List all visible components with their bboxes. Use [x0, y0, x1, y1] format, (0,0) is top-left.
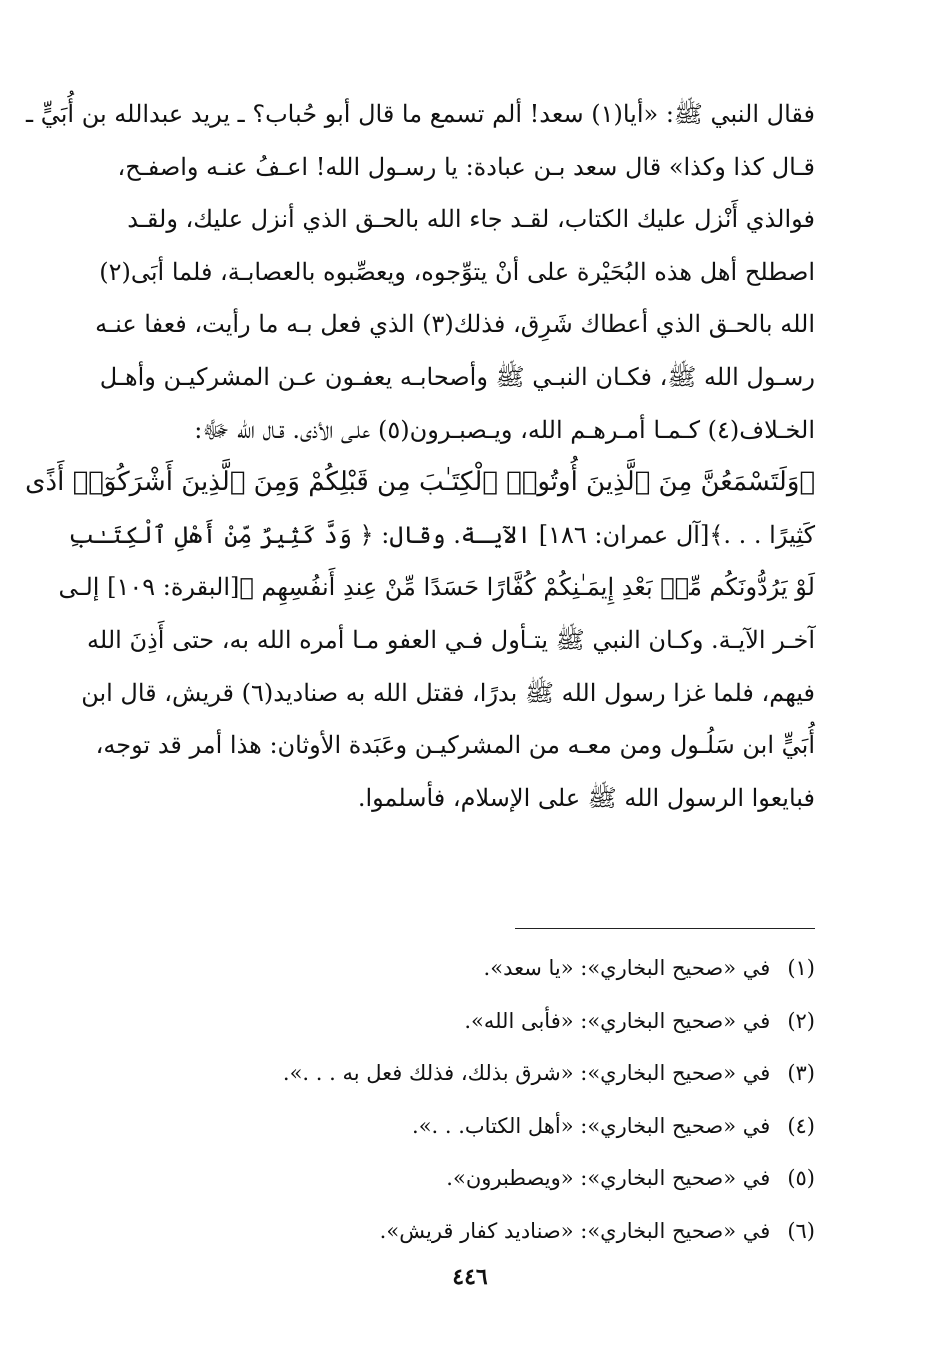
main-text	[25, 88, 815, 824]
footnote-text: في «صحيح البخاري»: «أهل الكتاب. . .».	[412, 1113, 771, 1138]
text-line-3: فوالذي أَنْزل عليك الكتاب، لقـد جاء الله بالحـق الذي أنزل عليك، ولقـد	[127, 205, 815, 234]
page-number: ٤٤٦	[452, 1264, 488, 1290]
footnote-text: في «صحيح البخاري»: «يا سعد».	[483, 956, 771, 980]
footnote-text: في «صحيح البخاري»: «ويصطبرون».	[446, 1166, 771, 1190]
text-line-6: رسـول الله ﷺ، فكـان النبـي ﷺ وأصحابـه يعفـون عـن المشركيـن وأهـل	[99, 362, 815, 391]
footnote-separator	[515, 928, 815, 929]
footnotes-list	[215, 942, 815, 1257]
text-line-5: الله بالحـق الذي أعطاك شَرِق، فذلك(٣) الذي فعل بـه ما رأيت، فعفا عنـه	[95, 310, 815, 339]
text-line-13: أُبَيٍّ ابن سَلُـول ومن معـه من المشركيـن وعَبَدة الأوثان: هذا أمر قد توجه،	[95, 731, 815, 760]
text-line-7: الخـلاف(٤) كـمـا أمـرهـم الله، ويـصبـرون(٥) علـى الأذى. قـال الله ﷻ:	[194, 415, 815, 444]
footnote-text: في «صحيح البخاري»: «شرق بذلك، فذلك فعل به . . .».	[282, 1061, 771, 1085]
text-line-11: آخـر الآيـة. وكـان النبي ﷺ يتـأول فـي العفو مـا أمره الله به، حتى أَذِنَ الله	[87, 625, 815, 654]
footnote-4	[215, 1100, 815, 1153]
text-line-4: اصطلح أهل هذه البُحَيْرة على أنْ يتوِّجوه، ويعصِّبوه بالعصابـة، فلما أبَى(٢)	[99, 257, 815, 286]
footnote-number: (١)	[787, 956, 815, 980]
footnote-3	[215, 1047, 815, 1100]
footnote-number: (٦)	[787, 1218, 815, 1243]
page-body	[25, 88, 815, 824]
footnote-2	[215, 995, 815, 1048]
footnote-6	[215, 1205, 815, 1258]
text-line-14: فبايعوا الرسول الله ﷺ على الإسلام، فأسلموا.	[357, 783, 815, 812]
text-line-1: فقال النبي ﷺ: «أيا(١) سعد! ألم تسمع ما قال أبو حُباب؟ ـ يريد عبدالله بن أُبَيٍّ ـ	[26, 100, 815, 128]
footnote-number: (٢)	[787, 1008, 815, 1033]
footnote-text: في «صحيح البخاري»: «صناديد كفار قريش».	[379, 1218, 771, 1243]
footnote-number: (٤)	[787, 1113, 815, 1138]
footnote-text: في «صحيح البخاري»: «فأبى الله».	[464, 1008, 771, 1033]
quran-line-1: ﴿وَلَتَسْمَعُنَّ مِنَ ٱلَّذِينَ أُوتُوا۟ ٱلْكِتَـٰبَ مِن قَبْلِكُمْ وَمِنَ ٱلَّذِينَ أَشْرَكُوٓا۟ أَذًى	[25, 467, 815, 498]
footnote-5	[215, 1152, 815, 1205]
text-line-9: كَثِيرًا . . .﴾[آل عمران: ١٨٦] الآيـة. وقال: ﴿ وَدَّ كَثِيرٌ مِّنْ أَهْلِ ٱلْكِتَـٰبِ	[68, 520, 815, 549]
text-line-2: قـال كذا وكذا» قال سعد بـن عبادة: يا رسـول الله! اعـفُ عنـه واصفـح،	[117, 152, 815, 181]
footnote-number: (٣)	[787, 1061, 815, 1085]
footnote-1	[215, 942, 815, 995]
text-line-12: فيهم، فلما غزا رسول الله ﷺ بدرًا، فقتل الله به صناديد(٦) قريش، قال ابن	[81, 678, 815, 707]
text-line-10: لَوْ يَرُدُّونَكُم مِّنۢ بَعْدِ إِيمَـٰنِكُمْ كُفَّارًا حَسَدًا مِّنْ عِندِ أَنفُسِهِم ﴾[البقرة: ١٠٩] إلـى	[58, 573, 815, 602]
footnote-number: (٥)	[787, 1166, 815, 1190]
